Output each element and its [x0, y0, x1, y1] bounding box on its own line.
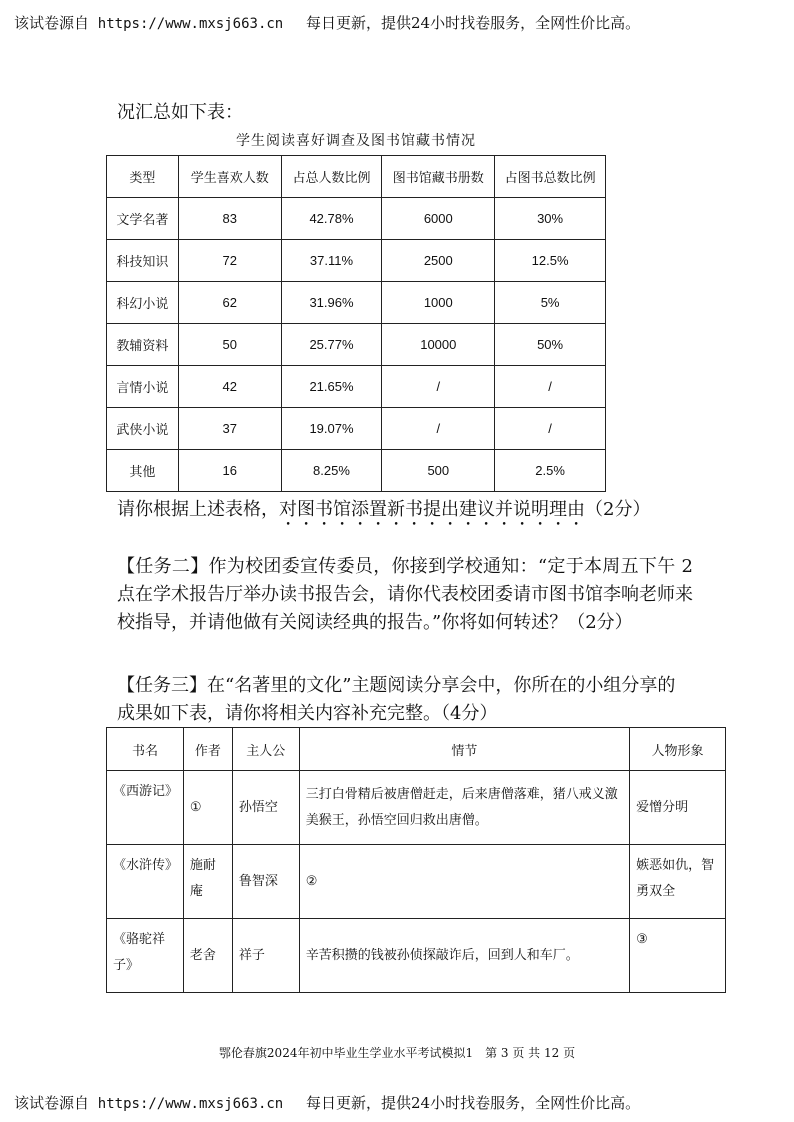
table-cell: 辛苦积攒的钱被孙侦探敲诈后，回到人和车厂。 [299, 919, 629, 993]
table-cell: 科幻小说 [107, 282, 179, 324]
column-header: 占总人数比例 [281, 156, 382, 198]
table-cell: 《西游记》 [107, 771, 184, 845]
table-row [107, 198, 606, 240]
table-cell: 42 [178, 366, 281, 408]
table-cell: 6000 [382, 198, 495, 240]
table-cell: 19.07% [281, 408, 382, 450]
question-1-emphasis: 对图书馆添置新书提出建议并说明理由 [279, 499, 585, 520]
header-prefix: 该试卷源自 [14, 1094, 90, 1112]
task-2 [117, 553, 717, 637]
table-cell: 《骆驼祥子》 [107, 919, 184, 993]
table-cell: 500 [382, 450, 495, 492]
table-cell: 祥子 [232, 919, 299, 993]
table-cell: 鲁智深 [232, 845, 299, 919]
table-header-row [107, 728, 726, 771]
table-cell: 50 [178, 324, 281, 366]
table-cell: 5% [495, 282, 606, 324]
header-slogan: 每日更新，提供24小时找卷服务，全网性价比高。 [306, 14, 641, 32]
table-cell: 62 [178, 282, 281, 324]
column-header: 主人公 [232, 728, 299, 771]
question-1-score: （2分） [585, 499, 651, 520]
table-cell: 嫉恶如仇，智勇双全 [630, 845, 726, 919]
table-cell: 孙悟空 [232, 771, 299, 845]
table-cell: 83 [178, 198, 281, 240]
column-header: 作者 [183, 728, 232, 771]
question-1 [117, 496, 650, 530]
source-header-bottom [14, 1092, 640, 1113]
table-cell: 教辅资料 [107, 324, 179, 366]
table-cell: 37 [178, 408, 281, 450]
table-cell: 2500 [382, 240, 495, 282]
table-row [107, 408, 606, 450]
table-cell: 爱憎分明 [630, 771, 726, 845]
table-row [107, 282, 606, 324]
table-cell: 16 [178, 450, 281, 492]
task-2-line: 点在学术报告厅举办读书报告会，请你代表校团委请市图书馆李响老师来 [117, 584, 693, 605]
table-cell: 21.65% [281, 366, 382, 408]
table-row [107, 450, 606, 492]
table-cell: 42.78% [281, 198, 382, 240]
table-row [107, 366, 606, 408]
table-cell: / [495, 408, 606, 450]
table-cell: 31.96% [281, 282, 382, 324]
table-cell: 37.11% [281, 240, 382, 282]
table-cell: 其他 [107, 450, 179, 492]
column-header: 人物形象 [630, 728, 726, 771]
column-header: 图书馆藏书册数 [382, 156, 495, 198]
task-2-line: 【任务二】作为校团委宣传委员，你接到学校通知：“定于本周五下午 2 [117, 556, 694, 577]
column-header: 类型 [107, 156, 179, 198]
table-cell: 文学名著 [107, 198, 179, 240]
answer-blank-1: ① [183, 771, 232, 845]
reading-survey-table [106, 155, 606, 492]
table-cell: 科技知识 [107, 240, 179, 282]
table-header-row [107, 156, 606, 198]
source-header-top [14, 12, 640, 33]
question-1-prefix: 请你根据上述表格， [117, 499, 279, 520]
task-3 [117, 672, 717, 728]
table-cell: / [382, 366, 495, 408]
column-header: 情节 [299, 728, 629, 771]
table-cell: 50% [495, 324, 606, 366]
table-cell: / [382, 408, 495, 450]
page-footer: 鄂伦春旗2024年初中毕业生学业水平考试模拟1 第 3 页 共 12 页 [218, 1046, 576, 1060]
header-url-link[interactable]: https://www.mxsj663.cn [97, 1096, 284, 1112]
table-row [107, 324, 606, 366]
answer-blank-2: ② [299, 845, 629, 919]
table1-caption: 学生阅读喜好调查及图书馆藏书情况 [236, 133, 476, 149]
task-3-line: 成果如下表，请你将相关内容补充完整。（4分） [117, 703, 498, 724]
table-cell: 言情小说 [107, 366, 179, 408]
column-header: 书名 [107, 728, 184, 771]
table-cell: / [495, 366, 606, 408]
table-cell: 72 [178, 240, 281, 282]
table-cell: 12.5% [495, 240, 606, 282]
table-cell: 30% [495, 198, 606, 240]
table-cell: 8.25% [281, 450, 382, 492]
table-cell: 《水浒传》 [107, 845, 184, 919]
classics-table [106, 727, 726, 993]
header-url-link[interactable]: https://www.mxsj663.cn [97, 16, 284, 32]
column-header: 学生喜欢人数 [178, 156, 281, 198]
table-cell: 2.5% [495, 450, 606, 492]
intro-text: 况汇总如下表： [117, 102, 243, 123]
table-cell: 武侠小说 [107, 408, 179, 450]
table-cell: 三打白骨精后被唐僧赶走，后来唐僧落难，猪八戒义激美猴王，孙悟空回归救出唐僧。 [299, 771, 629, 845]
table-row [107, 919, 726, 993]
table-cell: 施耐庵 [183, 845, 232, 919]
table-row [107, 771, 726, 845]
header-slogan: 每日更新，提供24小时找卷服务，全网性价比高。 [306, 1094, 641, 1112]
table-cell: 25.77% [281, 324, 382, 366]
task-3-line: 【任务三】在“名著里的文化”主题阅读分享会中，你所在的小组分享的 [117, 675, 676, 696]
task-2-line: 校指导，并请他做有关阅读经典的报告。”你将如何转述？（2分） [117, 612, 633, 633]
table-row [107, 845, 726, 919]
table-cell: 老舍 [183, 919, 232, 993]
table-cell: 10000 [382, 324, 495, 366]
table-row [107, 240, 606, 282]
table-cell: 1000 [382, 282, 495, 324]
column-header: 占图书总数比例 [495, 156, 606, 198]
answer-blank-3: ③ [630, 919, 726, 993]
header-prefix: 该试卷源自 [14, 14, 90, 32]
